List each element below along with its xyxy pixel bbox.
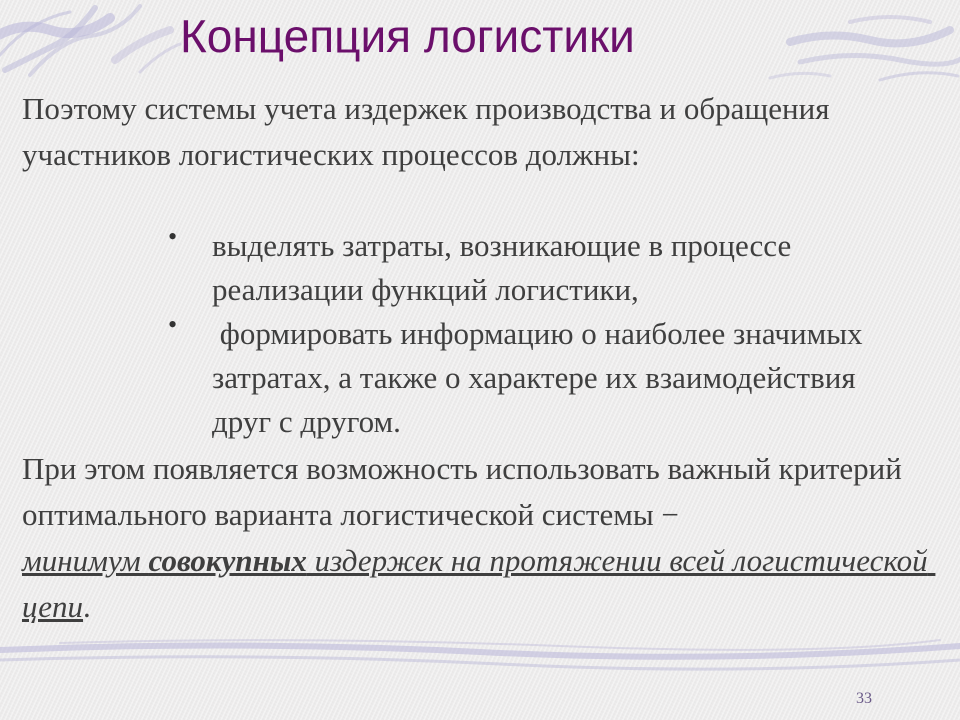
emphasis-part-1: минимум	[22, 543, 149, 578]
bullet-icon: •	[168, 310, 178, 339]
bullet-list	[160, 224, 920, 444]
emphasis-strong: совокупных	[148, 543, 307, 578]
emphasis-phrase	[22, 543, 935, 624]
conclusion-paragraph	[22, 446, 942, 630]
intro-paragraph: Поэтому системы учета издержек производства и обращения участников логистических процессов должны:	[22, 91, 830, 172]
bullet-text: выделять затраты, возникающие в процессе реализации функций логистики,	[212, 228, 792, 307]
conclusion-lead: При этом появляется возможность использовать важный критерий оптимального варианта логистической системы −	[22, 451, 902, 532]
list-item	[160, 312, 920, 444]
bullet-text: формировать информацию о наиболее значимых затратах, а также о характере их взаимодействия друг с другом.	[212, 316, 871, 439]
list-item	[160, 224, 920, 312]
page-number: 33	[856, 690, 872, 707]
bullet-icon: •	[168, 222, 178, 251]
slide-title: Концепция логистики	[180, 10, 635, 62]
emphasis-part-2: издержек на протяжении всей логистической цепи	[22, 543, 936, 624]
conclusion-tail: .	[83, 589, 91, 624]
